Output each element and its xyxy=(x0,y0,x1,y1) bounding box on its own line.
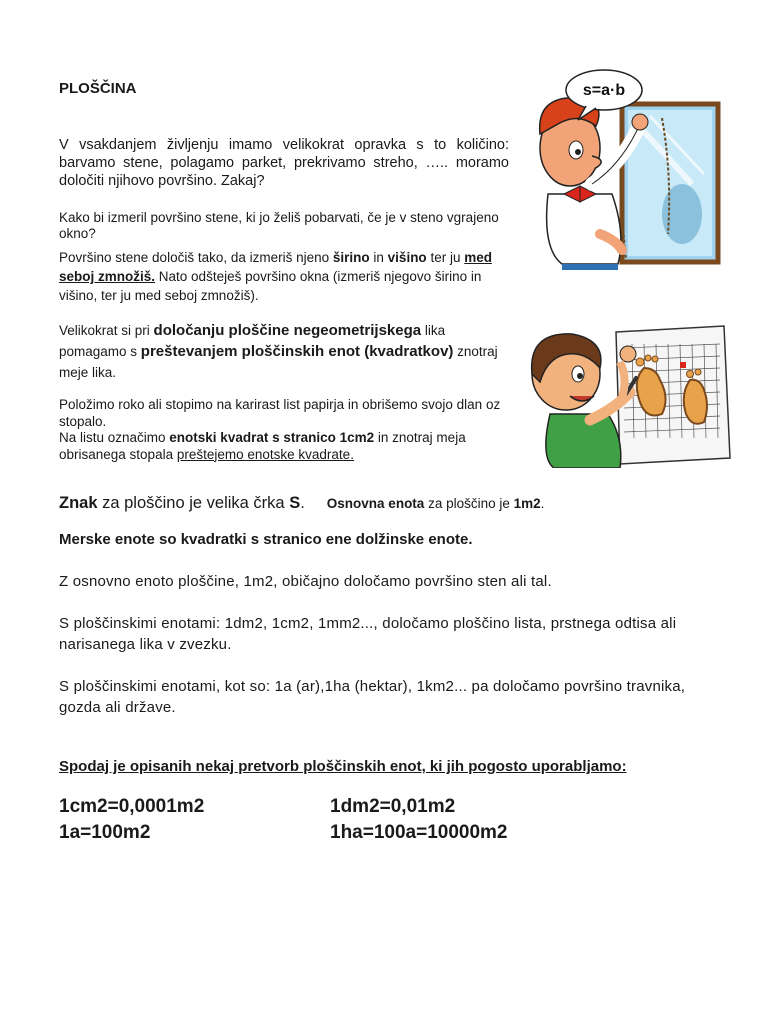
large-units-paragraph: S ploščinskimi enotami, kot so: 1a (ar),1ha (hektar), 1km2... pa določamo površino travnika, gozda ali države. xyxy=(59,678,686,716)
measuring-boy-illustration xyxy=(522,64,722,270)
sign-line: Znak za ploščino je velika črka S. Osnovna enota za ploščino je 1m2. xyxy=(59,494,545,512)
page-title: PLOŠČINA xyxy=(59,80,137,97)
formula-bubble-text: s=a·b xyxy=(582,82,626,99)
small-units-paragraph: S ploščinskimi enotami: 1dm2, 1cm2, 1mm2..., določamo ploščino lista, prstnega odtisa ali narisanega lika v zvezku. xyxy=(59,615,677,653)
basic-unit-paragraph: Z osnovno enoto ploščine, 1m2, običajno določamo površino sten ali tal. xyxy=(59,573,552,590)
units-definition: Merske enote so kvadratki s stranico ene dolžinske enote. xyxy=(59,531,473,548)
conversion-a: 1a=100m2 xyxy=(59,822,151,843)
conversion-dm2: 1dm2=0,01m2 xyxy=(330,796,456,817)
grid-foot-illustration xyxy=(520,318,732,468)
irregular-shape-paragraph: Velikokrat si pri določanju ploščine negeometrijskega lika pomagamo s preštevanjem ploščinskih enot (kvadratkov) znotraj meje lika. xyxy=(59,322,498,380)
foot-paragraph: Položimo roko ali stopimo na karirast list papirja in obrišemo svojo dlan oz stopalo. Na listu označimo enotski kvadrat s stranico 1cm2 in znotraj meja obrisanega stopala preštejemo enotske kvadrate. xyxy=(59,397,501,462)
conversions-heading: Spodaj je opisanih nekaj pretvorb ploščinskih enot, ki jih pogosto uporabljamo: xyxy=(59,758,627,775)
conversion-cm2: 1cm2=0,0001m2 xyxy=(59,796,205,817)
question-paragraph: Kako bi izmeril površino stene, ki jo želiš pobarvati, če je v steno vgrajeno okno? xyxy=(59,210,499,241)
conversion-ha: 1ha=100a=10000m2 xyxy=(330,822,508,843)
answer-paragraph: Površino stene določiš tako, da izmeriš njeno širino in višino ter ju med seboj zmnožiš. Nato odšteješ površino okna (izmeriš njegovo širino in višino, ter ju med seboj zmnožiš). xyxy=(59,250,492,303)
intro-paragraph: V vsakdanjem življenju imamo velikokrat opravka s to količino: barvamo stene, polagamo parket, prekrivamo streho, ….. moramo določiti njihovo površino. Zakaj? xyxy=(59,137,509,189)
